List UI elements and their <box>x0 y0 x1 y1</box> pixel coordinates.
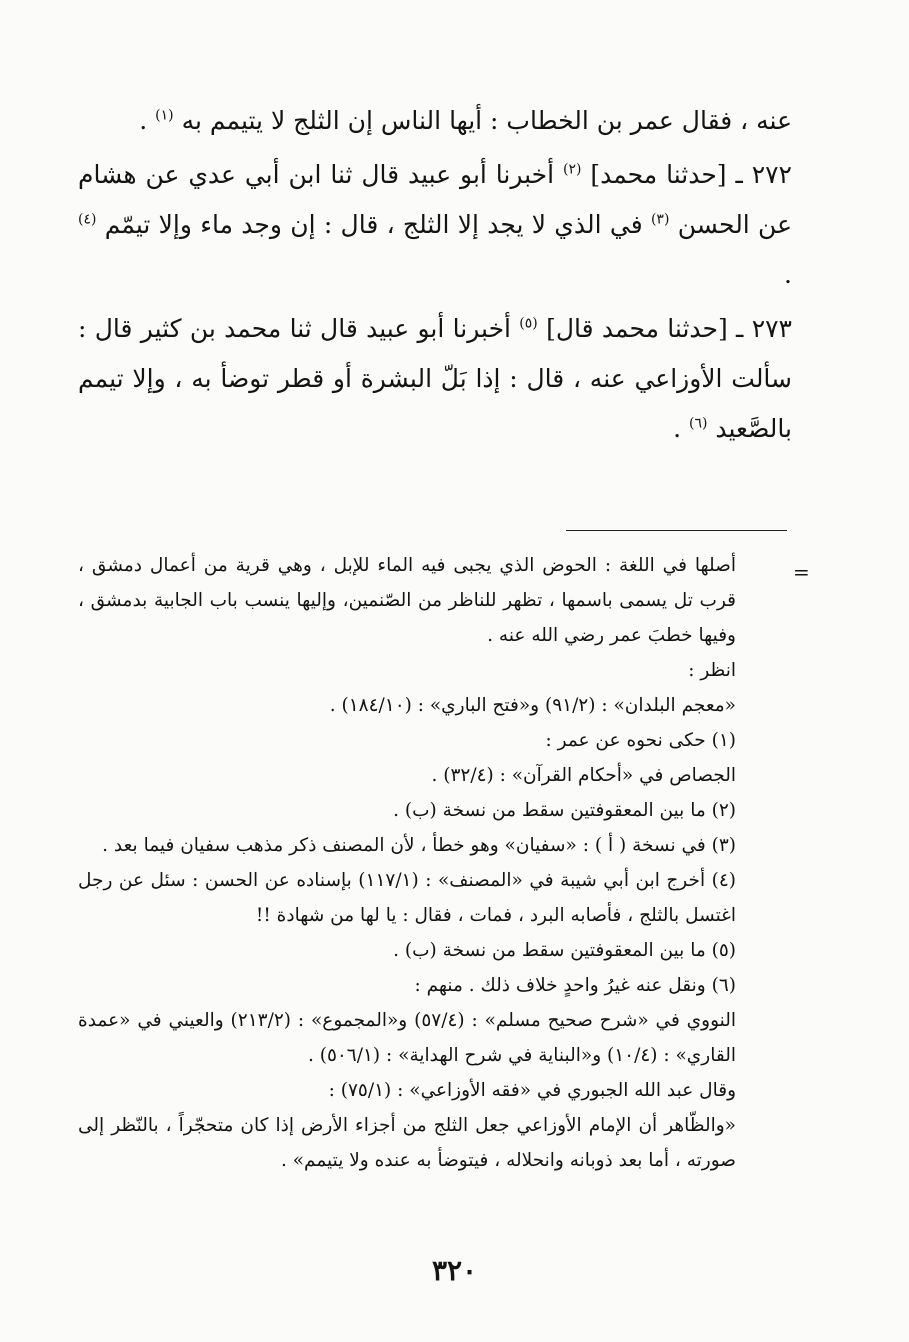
hadith-273-chain: ٢٧٣ ـ [حدثنا محمد قال] <box>546 314 792 343</box>
note-continued: أصلها في اللغة : الحوض الذي يجبى فيه الماء للإبل ، وهي قرية من أعمال دمشق ، قرب تل يسمى باسمها ، تظهر للناظر من الصّنمين، وإليها ينسب باب الجابية بدمشق ، وفيها خطبَ عمر رضي الله عنه . <box>78 555 736 646</box>
footnote-5: (٥) ما بين المعقوفتين سقط من نسخة (ب) . <box>393 940 736 961</box>
footnote-separator <box>566 530 787 531</box>
hadith-272-text-b: في الذي لا يجد إلا الثلج ، قال : إن وجد ماء وإلا تيمّم <box>104 210 651 239</box>
paragraph-273 <box>78 304 792 454</box>
main-text <box>78 96 792 458</box>
footnote-ref-4[interactable]: (٤) <box>78 211 97 228</box>
footnote-ref-2[interactable]: (٢) <box>562 161 582 178</box>
footnote-1-source: الجصاص في «أحكام القرآن» : (٣٢/٤) . <box>431 765 736 786</box>
paragraph-272 <box>78 150 792 300</box>
para1-end: . <box>139 106 156 135</box>
para3-end: . <box>673 414 689 443</box>
continuation-mark: = <box>793 560 810 584</box>
page-number: ٣٢٠ <box>431 1254 478 1287</box>
paragraph-1 <box>78 96 792 146</box>
hadith-272-text-a: أخبرنا أبو عبيد قال ثنا ابن أبي عدي عن هشام عن الحسن <box>78 160 792 239</box>
footnote-ref-1[interactable]: (١) <box>155 107 174 124</box>
footnote-ref-6[interactable]: (٦) <box>688 415 708 432</box>
footnote-ref-5[interactable]: (٥) <box>519 315 538 332</box>
footnote-6-nawawi: النووي في «شرح صحيح مسلم» : (٥٧/٤) و«المجموع» : (٢١٣/٢) والعيني في «عمدة القاري» : (١٠/٤) و«البناية في شرح الهداية» : (٥٠٦/١) . <box>78 1010 736 1066</box>
footnote-4: (٤) أخرج ابن أبي شيبة في «المصنف» : (١١٧/١) بإسناده عن الحسن : سئل عن رجل اغتسل بالثلج ، فأصابه البرد ، فمات ، فقال : يا لها من شهادة !! <box>78 870 736 926</box>
para1-text: عنه ، فقال عمر بن الخطاب : أيها الناس إن الثلج لا يتيمم به <box>181 106 792 135</box>
note-see: انظر : <box>688 660 736 681</box>
hadith-273-text: أخبرنا أبو عبيد قال ثنا محمد بن كثير قال : سألت الأوزاعي عنه ، قال : إذا بَلّ البشرة أو قطر توضأ به ، وإلا تيمم بالصَّعيد <box>78 314 792 443</box>
footnotes <box>78 548 792 1178</box>
note-reference: «معجم البلدان» : (٩١/٢) و«فتح الباري» : (١٨٤/١٠) . <box>329 695 736 716</box>
footnote-ref-3[interactable]: (٣) <box>650 211 670 228</box>
footnote-1: (١) حكى نحوه عن عمر : <box>545 730 736 751</box>
footnote-3: (٣) في نسخة ( أ ) : «سفيان» وهو خطأ ، لأن المصنف ذكر مذهب سفيان فيما بعد . <box>102 835 736 856</box>
footnote-6: (٦) ونقل عنه غيرُ واحدٍ خلاف ذلك . منهم : <box>414 975 736 996</box>
footnote-6-jabouri: وقال عبد الله الجبوري في «فقه الأوزاعي» : (٧٥/١) : <box>328 1080 736 1101</box>
para2-end: . <box>784 260 792 289</box>
hadith-272-chain: ٢٧٢ ـ [حدثنا محمد] <box>590 160 792 189</box>
footnote-2: (٢) ما بين المعقوفتين سقط من نسخة (ب) . <box>393 800 736 821</box>
footnote-6-quote: «والظّاهر أن الإمام الأوزاعي جعل الثلج من أجزاء الأرض إذا كان متحجّراً ، بالنّظر إلى صورته ، أما بعد ذوبانه وانحلاله ، فيتوضأ به عنده ولا يتيمم» . <box>78 1115 736 1171</box>
